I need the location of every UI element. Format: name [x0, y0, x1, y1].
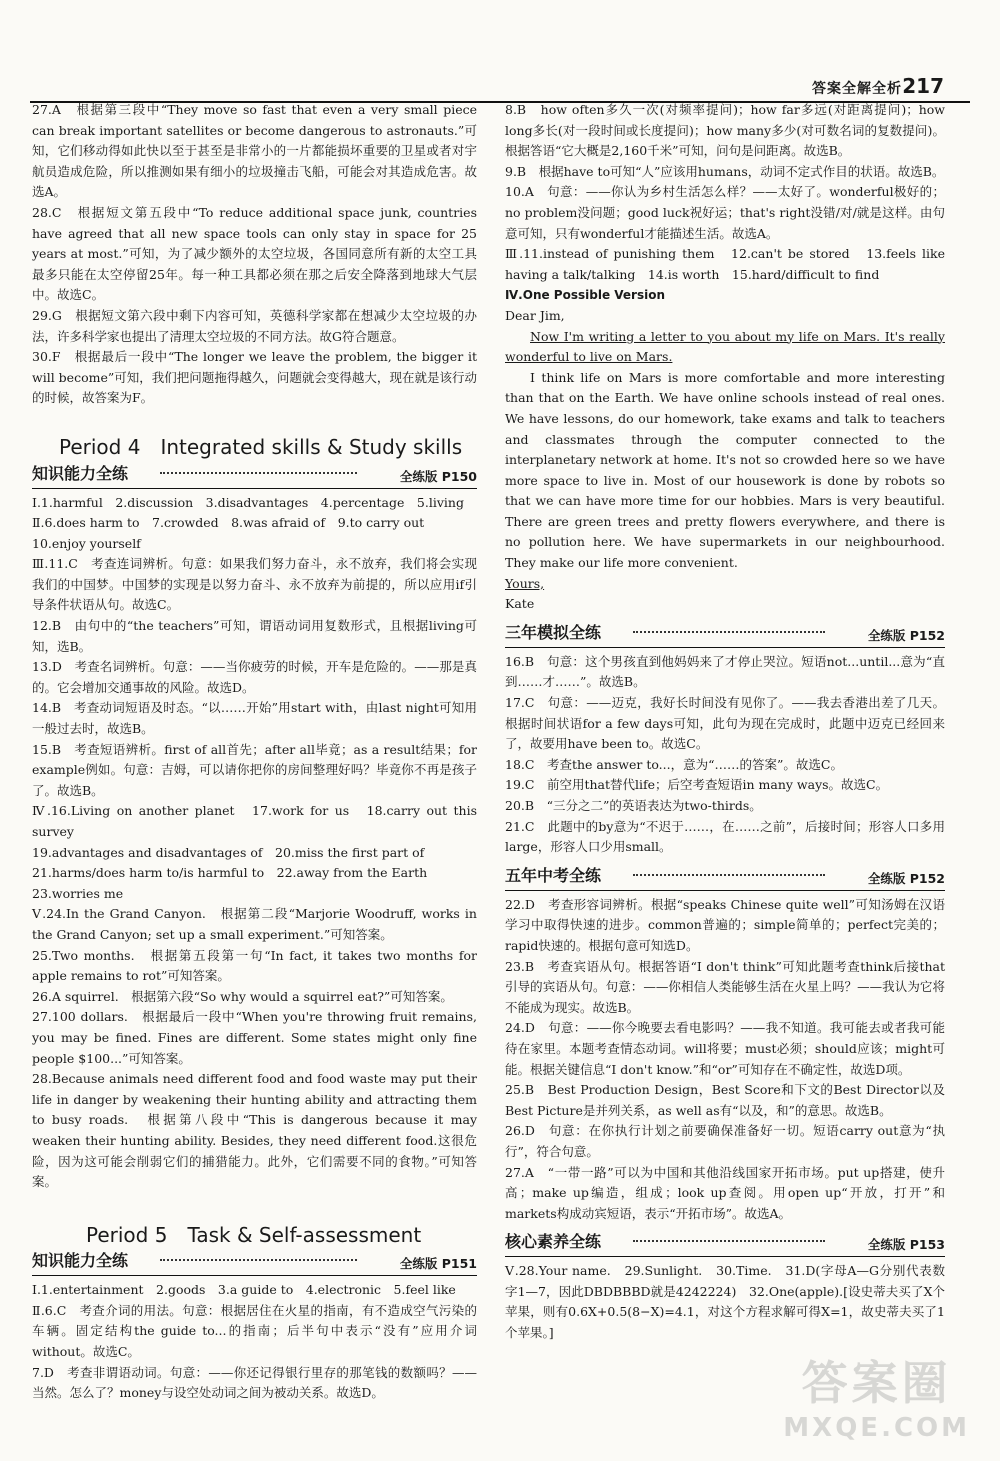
answer-item: 21.C 此题中的by意为“不迟于……，在……之前”，后接时间；形容人口多用large，形容人口少用small。	[505, 818, 945, 855]
answer-item: 28.C 根据短文第五段中“To reduce additional space junk, countries have agreed that all new space tools can only stay in space for 25 years at most.”可知，为了减少额外的太空垃圾，各国同意所有新的太空工具最多只能在太空停留25年。每一种工具都必须在那之后安全降落到地球大气层中。故选C。	[32, 204, 477, 303]
answer-item: 30.F 根据最后一段中“The longer we leave the problem, the bigger it will become”可知，我们把问题拖得越久，问题就会变得越大，现在就是该行动的时候，故答案为F。	[32, 349, 477, 406]
answer-item: 24.D 句意：——你今晚要去看电影吗？——我不知道。我可能去或者我可能待在家里。本题考查情态动词。will将要；must必须；should应该；might可能。根据关键信息“I don't know.”和“or”可知存在不确定性，故选D项。	[505, 1020, 945, 1077]
version-heading	[505, 285, 945, 306]
answer-item: 14.B 考查动词短语及时态。“以……开始”用start with，由last night可知用一般过去时，故选B。	[32, 700, 477, 737]
letter-signature: Kate	[505, 596, 535, 612]
watermark-logo	[783, 1347, 970, 1443]
spacer	[505, 1224, 945, 1230]
left-column	[32, 100, 477, 1404]
page-header	[0, 74, 1000, 98]
answer-item: 25.B Best Production Design，Best Score和下文的Best Director以及Best Picture是并列关系，as well as有“以及，和”的意思。故选B。	[505, 1082, 945, 1118]
answer-item: Ⅲ.11.instead of punishing them 12.can't be stored 13.feels like having a talk/talking 14.is worth 15.hard/difficult to find	[505, 246, 945, 282]
answer-item: 21.harms/does harm to/is harmful to 22.away from the Earth	[32, 865, 428, 881]
section-header	[505, 1232, 945, 1257]
answer-item: 7.D 考查非谓语动词。句意：——你还记得银行里存的那笔钱的数额吗？——当然。怎么了？money与设空处动词之间为被动关系。故选D。	[32, 1364, 477, 1401]
answer-item: 25.Two months. 根据第五段第一句“In fact, it takes two months for apple remains to rot”可知答案。	[32, 947, 477, 984]
answer-item: 13.D 考查名词辨析。句意：——当你疲劳的时候，开车是危险的。——那是真的。它会增加交通事故的风险。故选D。	[32, 659, 477, 695]
answer-item: 29.G 根据短文第六段中剩下内容可知，英德科学家都在想减少太空垃圾的办法，许多科学家也提出了清理太空垃圾的不同方法。故G符合题意。	[32, 307, 477, 344]
header-title: 答案全解全析	[812, 81, 902, 97]
letter-greeting: Dear Jim,	[505, 307, 565, 323]
section-ref: 全练版 P152	[867, 870, 945, 886]
dotted-leader	[633, 874, 825, 876]
section-header	[505, 866, 945, 891]
section-title: 核心素养全练	[505, 1232, 602, 1252]
right-column	[505, 100, 945, 1344]
watermark-line: 答案圈	[801, 1356, 952, 1410]
answer-item: 23.worries me	[32, 885, 124, 901]
dotted-leader	[633, 631, 825, 633]
dotted-leader	[160, 472, 357, 474]
answer-item: Ⅰ.1.entertainment 2.goods 3.a guide to 4.electronic 5.feel like	[32, 1282, 456, 1298]
answer-item: 22.D 考查形容词辨析。根据“speaks Chinese quite well”可知汤姆在汉语学习中取得快速的进步。common普遍的；simple简单的；perfect完美的；rapid快速的。根据句意可知选D。	[505, 896, 945, 953]
answer-item: 26.A squirrel. 根据第六段“So why would a squirrel eat?”可知答案。	[32, 988, 453, 1004]
answer-item: Ⅴ.28.Your name. 29.Sunlight. 30.Time. 31.D(字母A—G分别代表数字1—7，因此DBDBBBD就是4242224) 32.One(apple).[设史蒂夫买了X个苹果，则有0.6X+0.5(8−X)=4.1，对这个方程求解可得X=1，故史蒂夫买了1个苹果。]	[505, 1263, 945, 1341]
answer-item: Ⅱ.6.does harm to 7.crowded 8.was afraid of 9.to carry out	[32, 515, 425, 531]
answer-item: 19.C 前空用that替代life；后空考查短语in many ways。故选C。	[505, 777, 889, 793]
spacer	[505, 615, 945, 621]
answer-item: Ⅰ.1.harmful 2.discussion 3.disadvantages 4.percentage 5.living	[32, 494, 464, 510]
answer-item: 26.D 句意：在你执行计划之前要确保准备好一切。短语carry out意为“执行”，符合句意。	[505, 1123, 945, 1159]
watermark-line: MXQE.COM	[783, 1413, 970, 1443]
answer-item: 10.enjoy yourself	[32, 535, 141, 551]
dotted-leader	[633, 1240, 825, 1242]
version-heading-text: Ⅳ.One Possible Version	[505, 288, 665, 303]
answer-item: 28.Because animals need different food and food waste may put their life in danger by weakening their hunting ability and attracting them to busy roads. 根据第八段中“This is dangerous because it may weaken their hunting ability. Besides, they need different food.这很危险，因为这可能会削弱它们的捕猎能力。此外，它们需要不同的食物。”可知答案。	[32, 1071, 477, 1190]
answer-item: 27.A 根据第三段中“They move so fast that even a very small piece can break important satellites or become dangerous to astronauts.”可知，它们移动得如此快以至于甚至是非常小的一片都能损坏重要的卫星或者对宇航员造成危险，所以推测如果有细小的垃圾撞击飞船，可能会对其造成危害。故选A。	[32, 102, 477, 200]
answer-item: Ⅴ.24.In the Grand Canyon. 根据第二段“Marjorie Woodruff, works in the Grand Canyon; set up a small experiment.”可知答案。	[32, 906, 477, 942]
answer-item: 17.C 句意：——迈克，我好长时间没有见你了。——我去香港出差了几天。根据时间状语for a few days可知，此句为现在完成时，此题中迈克已经回来了，故要用have been to。故选C。	[505, 695, 945, 752]
answer-item: Ⅱ.6.C 考查介词的用法。句意：根据居住在火星的指南，有不造成空气污染的车辆。固定结构the guide to...的指南；后半句中表示“没有”应用介词without。故选C。	[32, 1302, 477, 1360]
answer-item: 10.A 句意：——你认为乡村生活怎么样？——太好了。wonderful极好的；no problem没问题；good luck祝好运；that's right没错/对/就是这样。由句意可知，只有wonderful才能描述生活。故选A。	[505, 184, 945, 241]
answer-item: 8.B how often多久一次(对频率提问)；how far多远(对距离提问)；how long多长(对一段时间或长度提问)；how many多少(对可数名词的复数提问)。根据答语“它大概是2,160千米”可知，问句是问距离。故选B。	[505, 102, 945, 159]
spacer	[505, 858, 945, 864]
answer-item: 27.100 dollars. 根据最后一段中“When you're throwing fruit remains, you may be fined. Fines are different. Some states might only fine people $100...”可知答案。	[32, 1009, 477, 1066]
answer-item: 9.B 根据have to可知“人”应该用humans，动词不定式作目的状语。故选B。	[505, 163, 945, 179]
period-5-heading: Period 5 Task & Self-assessment	[86, 1222, 422, 1247]
section-ref: 全练版 P150	[399, 468, 477, 484]
answer-item: 27.A “一带一路”可以为中国和其他沿线国家开拓市场。put up搭建，使升高；make up编造，组成；look up查阅。用open up“开放，打开”和markets构成动宾短语，表示“开拓市场”。故选A。	[505, 1164, 945, 1221]
section-title: 五年中考全练	[505, 865, 602, 885]
section-header	[32, 464, 477, 489]
section-ref: 全练版 P153	[867, 1237, 945, 1253]
section-title: 三年模拟全练	[505, 622, 602, 642]
answer-item: 15.B 考查短语辨析。first of all首先；after all毕竟；as a result结果；for example例如。句意：吉姆，可以请你把你的房间整理好吗？毕竟你不再是孩子了。故选B。	[32, 741, 477, 798]
answer-item: 19.advantages and disadvantages of 20.miss the first part of	[32, 844, 425, 860]
answer-item: 16.B 句意：这个男孩直到他妈妈来了才停止哭泣。短语not...until...意为“直到……才……”。故选B。	[505, 653, 945, 690]
letter-paragraph: I think life on Mars is more comfortable and more interesting than that on the Earth. We have online schools instead of real ones. We have lessons, do our homework, take exams and talk to teachers and classmates through the computer connected to the interplanetary network at home. It's not so crowded here so we have more space to live in. Most of our housework is done by robots so that we can have more time for our hobbies. Mars is very beautiful. There are green trees and pretty flowers everywhere, and there is no pollution here. We have supermarkets in our neighbourhood. They make our life more convenient.	[505, 369, 945, 571]
answer-item: 12.B 由句中的“the teachers”可知，谓语动词用复数形式，且根据living可知，选B。	[32, 618, 477, 654]
page-number: 217	[902, 74, 944, 98]
answer-item: 20.B “三分之二”的英语表达为two-thirds。	[505, 798, 762, 813]
letter-paragraph: Now I'm writing a letter to you about my life on Mars. It's really wonderful to live on Mars.	[505, 328, 945, 365]
section-title: 知识能力全练	[32, 1251, 129, 1271]
section-ref: 全练版 P152	[867, 627, 945, 643]
answer-item: Ⅲ.11.C 考查连词辨析。句意：如果我们努力奋斗，永不放弃，我们将会实现我们的中国梦。中国梦的实现是以努力奋斗、永不放弃为前提的，所以应用if引导条件状语从句。故选C。	[32, 556, 477, 613]
dotted-leader	[160, 1259, 357, 1261]
section-header	[32, 1251, 477, 1276]
section-title: 知识能力全练	[32, 463, 129, 483]
answer-item: Ⅳ.16.Living on another planet 17.work for us 18.carry out this survey	[32, 803, 477, 839]
answer-item: 18.C 考查the answer to...，意为“……的答案”。故选C。	[505, 756, 843, 772]
answer-item: 23.B 考查宾语从句。根据答语“I don't think”可知此题考查think后接that引导的宾语从句。句意：——你相信人类能够生活在火星上吗？——我认为它将不能成为现实。故选B。	[505, 958, 945, 1015]
section-ref: 全练版 P151	[399, 1256, 477, 1272]
letter-closing: Yours,	[505, 575, 545, 591]
period-4-heading: Period 4 Integrated skills & Study skills	[59, 434, 463, 459]
section-header	[505, 623, 945, 648]
